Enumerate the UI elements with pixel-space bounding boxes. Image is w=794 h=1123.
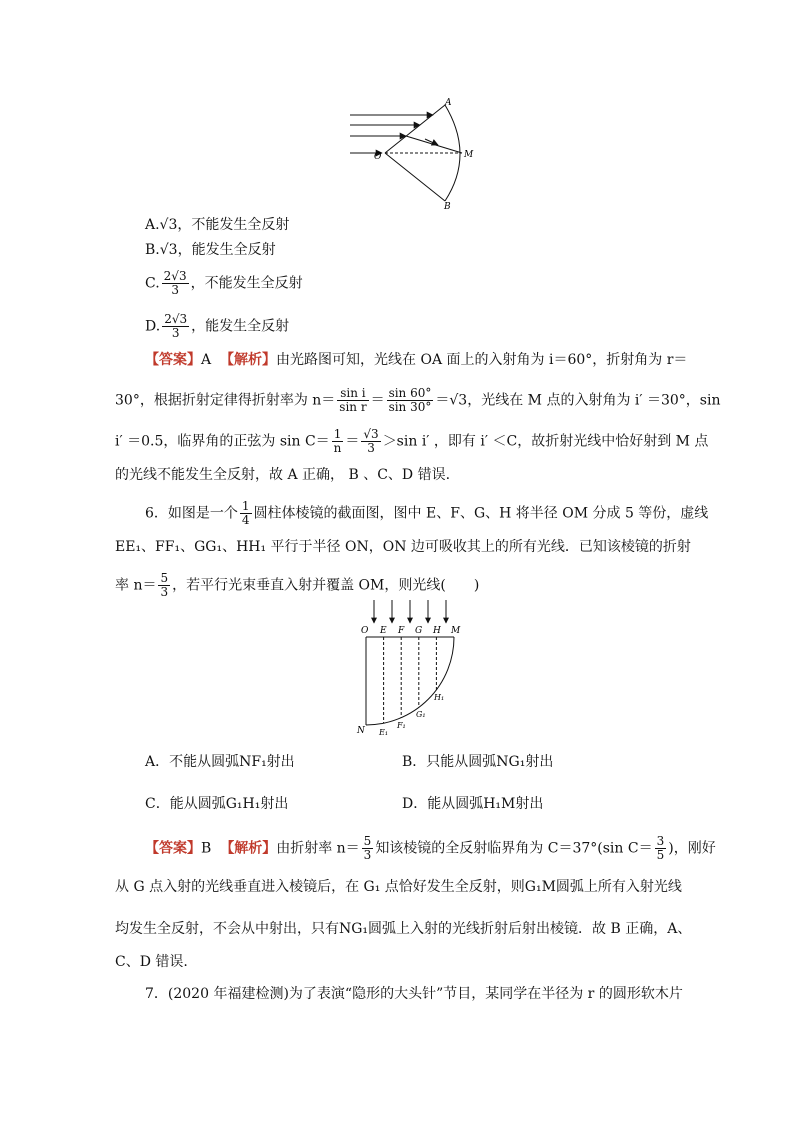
- frac-num: 1: [241, 499, 250, 513]
- solution-text: i′ ＝0.5，临界角的正弦为 sin C＝: [115, 433, 330, 450]
- answer-tag: 【答案】: [145, 352, 201, 368]
- q7-line1: 7．(2020 年福建检测)为了表演“隐形的大头针”节目，某同学在半径为 r 的圆形软木片: [145, 986, 683, 1002]
- q5-option-c: [145, 270, 303, 297]
- frac-num: sin 60°: [388, 386, 432, 400]
- label-O: O: [374, 152, 382, 162]
- fraction: [655, 835, 667, 862]
- q5-solution-line4: 的光线不能发生全反射，故 A 正确， B 、C、D 错误.: [115, 467, 451, 483]
- sector-ray-diagram: [340, 95, 490, 210]
- label-G1: G₁: [416, 710, 426, 719]
- solution-text: ＞sin i′ ，即有 i′ ＜C，故折射光线中恰好射到 M 点: [382, 433, 709, 450]
- solution-text: 知该棱镜的全反射临界角为 C＝37°(sin C＝: [375, 840, 653, 857]
- frac-den: 3: [171, 326, 180, 340]
- question-text: 圆柱体棱镜的截面图，图中 E、F、G、H 将半径 OM 分成 5 等份，虚线: [253, 505, 709, 522]
- fraction: [162, 270, 189, 297]
- frac-num: 5: [160, 571, 169, 585]
- q5-solution-line1: [145, 350, 687, 370]
- label-B: B: [444, 202, 451, 210]
- answer-value: A: [201, 352, 212, 368]
- option-letter: D.: [145, 318, 161, 335]
- quarter-cylinder-diagram: [355, 595, 485, 740]
- frac-num: 2√3: [163, 269, 187, 283]
- question-text: ，若平行光束垂直入射并覆盖 OM，则光线( ): [172, 577, 480, 594]
- q6-solution-line1: [145, 835, 716, 862]
- label-M: M: [464, 150, 474, 160]
- q5-solution-line2: [115, 387, 721, 414]
- fraction: [162, 313, 189, 340]
- q6-option-c: C．能从圆弧G₁H₁射出: [145, 796, 289, 812]
- label-O: O: [361, 626, 369, 636]
- frac-den: n: [333, 441, 342, 455]
- label-E1: E₁: [379, 728, 389, 737]
- frac-num: sin i: [337, 387, 368, 401]
- option-letter: C.: [145, 275, 160, 292]
- refracted-ray: [406, 136, 462, 153]
- option-text: ，不能发生全反射: [190, 275, 303, 292]
- analysis-tag: 【解析】: [220, 352, 277, 368]
- label-F: F: [398, 626, 405, 636]
- label-N: N: [357, 726, 365, 736]
- frac-num: 3: [656, 834, 665, 848]
- frac-den: 3: [367, 441, 375, 455]
- q6-solution-line3: 均发生全反射，不会从中射出，只有NG₁圆弧上入射的光线折射后射出棱镜．故 B 正确，A、: [115, 921, 692, 937]
- fraction: [387, 387, 434, 414]
- solution-text: 30°，根据折射定律得折射率为 n＝: [115, 392, 336, 409]
- label-H1: H₁: [434, 693, 445, 702]
- frac-num: √3: [363, 427, 379, 441]
- frac-num: 1: [332, 428, 344, 442]
- fraction: [332, 428, 344, 455]
- fraction: [240, 500, 252, 527]
- radius-OA: [385, 105, 445, 153]
- label-F1: F₁: [397, 721, 406, 730]
- radius-OB: [385, 153, 445, 201]
- question-text: 率 n＝: [115, 577, 157, 594]
- answer-tag: 【答案】: [145, 840, 201, 857]
- frac-num: 5: [363, 834, 372, 848]
- q6-line2: EE₁、FF₁、GG₁、HH₁ 平行于半径 ON，ON 边可吸收其上的所有光线．已知该棱镜的折射: [115, 539, 691, 555]
- label-M: M: [451, 626, 461, 636]
- frac-den: 5: [656, 848, 665, 862]
- fraction: [337, 387, 368, 414]
- frac-den: 3: [363, 848, 372, 862]
- arc-NM: [366, 637, 454, 725]
- solution-text: 由折射率 n＝: [276, 840, 360, 857]
- q5-option-a: A.√3，不能发生全反射: [145, 217, 290, 233]
- label-H: H: [433, 626, 441, 636]
- label-G: G: [415, 626, 423, 636]
- q5-option-d: [145, 313, 289, 340]
- equals: ＝: [345, 433, 360, 450]
- q6-solution-line2: 从 G 点入射的光线垂直进入棱镜后，在 G₁ 点恰好发生全反射，则G₁M圆弧上所有入射光线: [115, 879, 682, 895]
- label-A: A: [445, 98, 452, 108]
- q6-option-a: A．不能从圆弧NF₁射出: [145, 754, 295, 770]
- solution-text: ＝√3，光线在 M 点的入射角为 i′ ＝30°，sin: [435, 392, 721, 409]
- q6-option-d: D．能从圆弧H₁M射出: [402, 796, 544, 812]
- frac-num: 2√3: [164, 312, 188, 326]
- frac-den: 3: [171, 283, 179, 297]
- solution-text: )，刚好: [668, 840, 716, 857]
- fraction: [158, 572, 170, 599]
- option-text: ，能发生全反射: [191, 318, 290, 335]
- q6-option-b: B．只能从圆弧NG₁射出: [402, 754, 554, 770]
- fraction: [362, 835, 374, 862]
- q5-option-b: B.√3，能发生全反射: [145, 242, 276, 258]
- frac-den: 4: [241, 513, 250, 527]
- q6-solution-line4: C、D 错误.: [115, 954, 188, 970]
- frac-den: 3: [160, 585, 169, 599]
- analysis-tag: 【解析】: [220, 840, 277, 857]
- equals: ＝: [370, 392, 385, 409]
- fraction: [361, 428, 380, 455]
- question-text: 6．如图是一个: [145, 505, 238, 522]
- answer-value: B: [201, 840, 212, 857]
- q5-solution-line3: [115, 428, 708, 455]
- frac-den: sin r: [339, 400, 367, 414]
- frac-den: sin 30°: [388, 400, 432, 414]
- q6-line1: [145, 500, 708, 527]
- solution-text: 由光路图可知，光线在 OA 面上的入射角为 i＝60°，折射角为 r＝: [276, 352, 688, 368]
- label-E: E: [380, 626, 387, 636]
